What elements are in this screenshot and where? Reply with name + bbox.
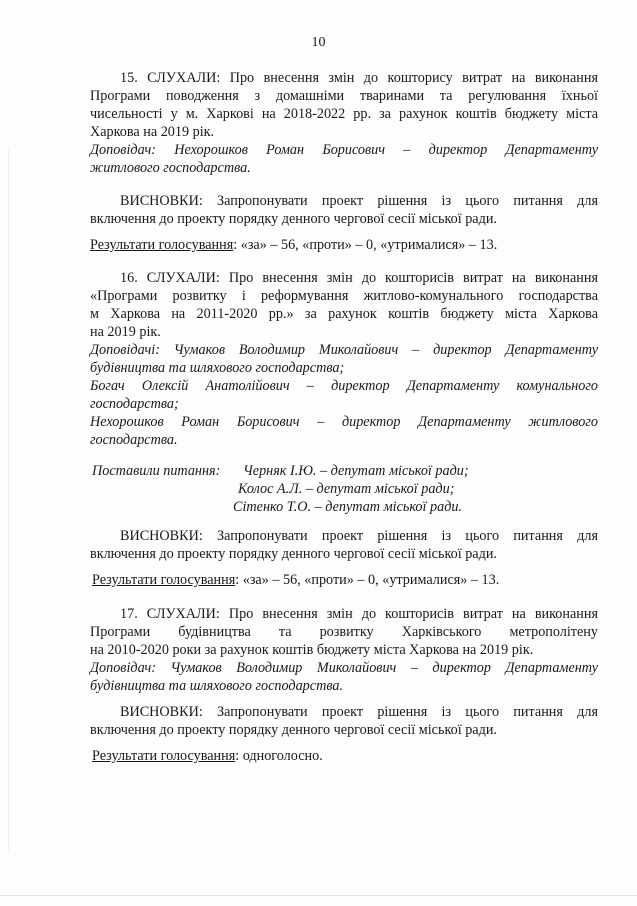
- item16-heard-line4: на 2019 рік.: [90, 324, 161, 340]
- item17-reporter-line2: будівництва та шляхового господарства.: [90, 678, 344, 694]
- item16-reporter-line3: Богач Олексій Анатолійович – директор Департаменту комунального: [90, 378, 598, 394]
- item16-reporter-line4: господарства;: [90, 396, 179, 412]
- item16-question-1: Черняк І.Ю. – депутат міської ради;: [243, 463, 469, 479]
- item16-reporter-line1: Доповідачі: Чумаков Володимир Миколайович – директор Департаменту: [90, 342, 598, 358]
- item17-heard-line2: Програми будівництва та розвитку Харківського метрополітену: [90, 624, 598, 640]
- item17-conclusion-line2: включення до проекту порядку денного чергової сесії міської ради.: [90, 722, 497, 738]
- result-label: Результати голосування: [92, 572, 236, 588]
- item15-result: [90, 237, 497, 254]
- item16-result: [92, 572, 499, 589]
- item16-heard-line2: «Програми розвитку і реформування житлово-комунального господарства: [90, 288, 598, 304]
- item15-heard-line1: 15. СЛУХАЛИ: Про внесення змін до кошторису витрат на виконання: [120, 70, 598, 86]
- item15-heard-line3: чисельності у м. Харкові на 2018-2022 рр. за рахунок коштів бюджету міста: [90, 106, 598, 122]
- item17-conclusion-line1: ВИСНОВКИ: Запропонувати проект рішення із цього питання для: [120, 704, 598, 720]
- item17-result: [92, 748, 323, 765]
- item16-questions-label: Поставили питання:: [92, 463, 221, 479]
- item16-question-3: Сітенко Т.О. – депутат міської ради.: [233, 499, 463, 515]
- result-value: : одноголосно.: [235, 748, 323, 764]
- item16-conclusion-line2: включення до проекту порядку денного чергової сесії міської ради.: [90, 546, 497, 562]
- scan-edge-bottom: [0, 895, 637, 896]
- result-value: : «за» – 56, «проти» – 0, «утрималися» – 13.: [235, 572, 500, 588]
- result-label: Результати голосування: [90, 237, 234, 253]
- item16-reporter-line5: Нехорошков Роман Борисович – директор Департаменту житлового: [90, 414, 598, 430]
- item17-heard-line3: на 2010-2020 роки за рахунок коштів бюджету міста Харкова на 2019 рік.: [90, 642, 534, 658]
- item16-conclusion-line1: ВИСНОВКИ: Запропонувати проект рішення із цього питання для: [120, 528, 598, 544]
- item16-heard-line3: м Харкова на 2011-2020 рр.» за рахунок коштів бюджету міста Харкова: [90, 306, 598, 322]
- item15-heard-line2: Програми поводження з домашніми тваринами та регулювання їхньої: [90, 88, 598, 104]
- item17-heard-line1: 17. СЛУХАЛИ: Про внесення змін до кошторисів витрат на виконання: [120, 606, 598, 622]
- item15-conclusion-line1: ВИСНОВКИ: Запропонувати проект рішення із цього питання для: [120, 193, 598, 209]
- item15-heard-line4: Харкова на 2019 рік.: [90, 124, 215, 140]
- item15-reporter-line1: Доповідач: Нехорошков Роман Борисович – директор Департаменту: [90, 142, 598, 158]
- page-number: 10: [311, 35, 326, 50]
- item16-reporter-line2: будівництва та шляхового господарства;: [90, 360, 345, 376]
- item16-heard-line1: 16. СЛУХАЛИ: Про внесення змін до кошторисів витрат на виконання: [120, 270, 598, 286]
- item16-question-2: Колос А.Л. – депутат міської ради;: [238, 481, 455, 497]
- item16-reporter-line6: господарства.: [90, 432, 178, 448]
- scan-edge-left: [8, 150, 9, 850]
- item15-conclusion-line2: включення до проекту порядку денного чергової сесії міської ради.: [90, 211, 497, 227]
- item17-reporter-line1: Доповідач: Чумаков Володимир Миколайович – директор Департаменту: [90, 660, 598, 676]
- result-value: : «за» – 56, «проти» – 0, «утрималися» – 13.: [233, 237, 498, 253]
- result-label: Результати голосування: [92, 748, 236, 764]
- item15-reporter-line2: житлового господарства.: [90, 160, 251, 176]
